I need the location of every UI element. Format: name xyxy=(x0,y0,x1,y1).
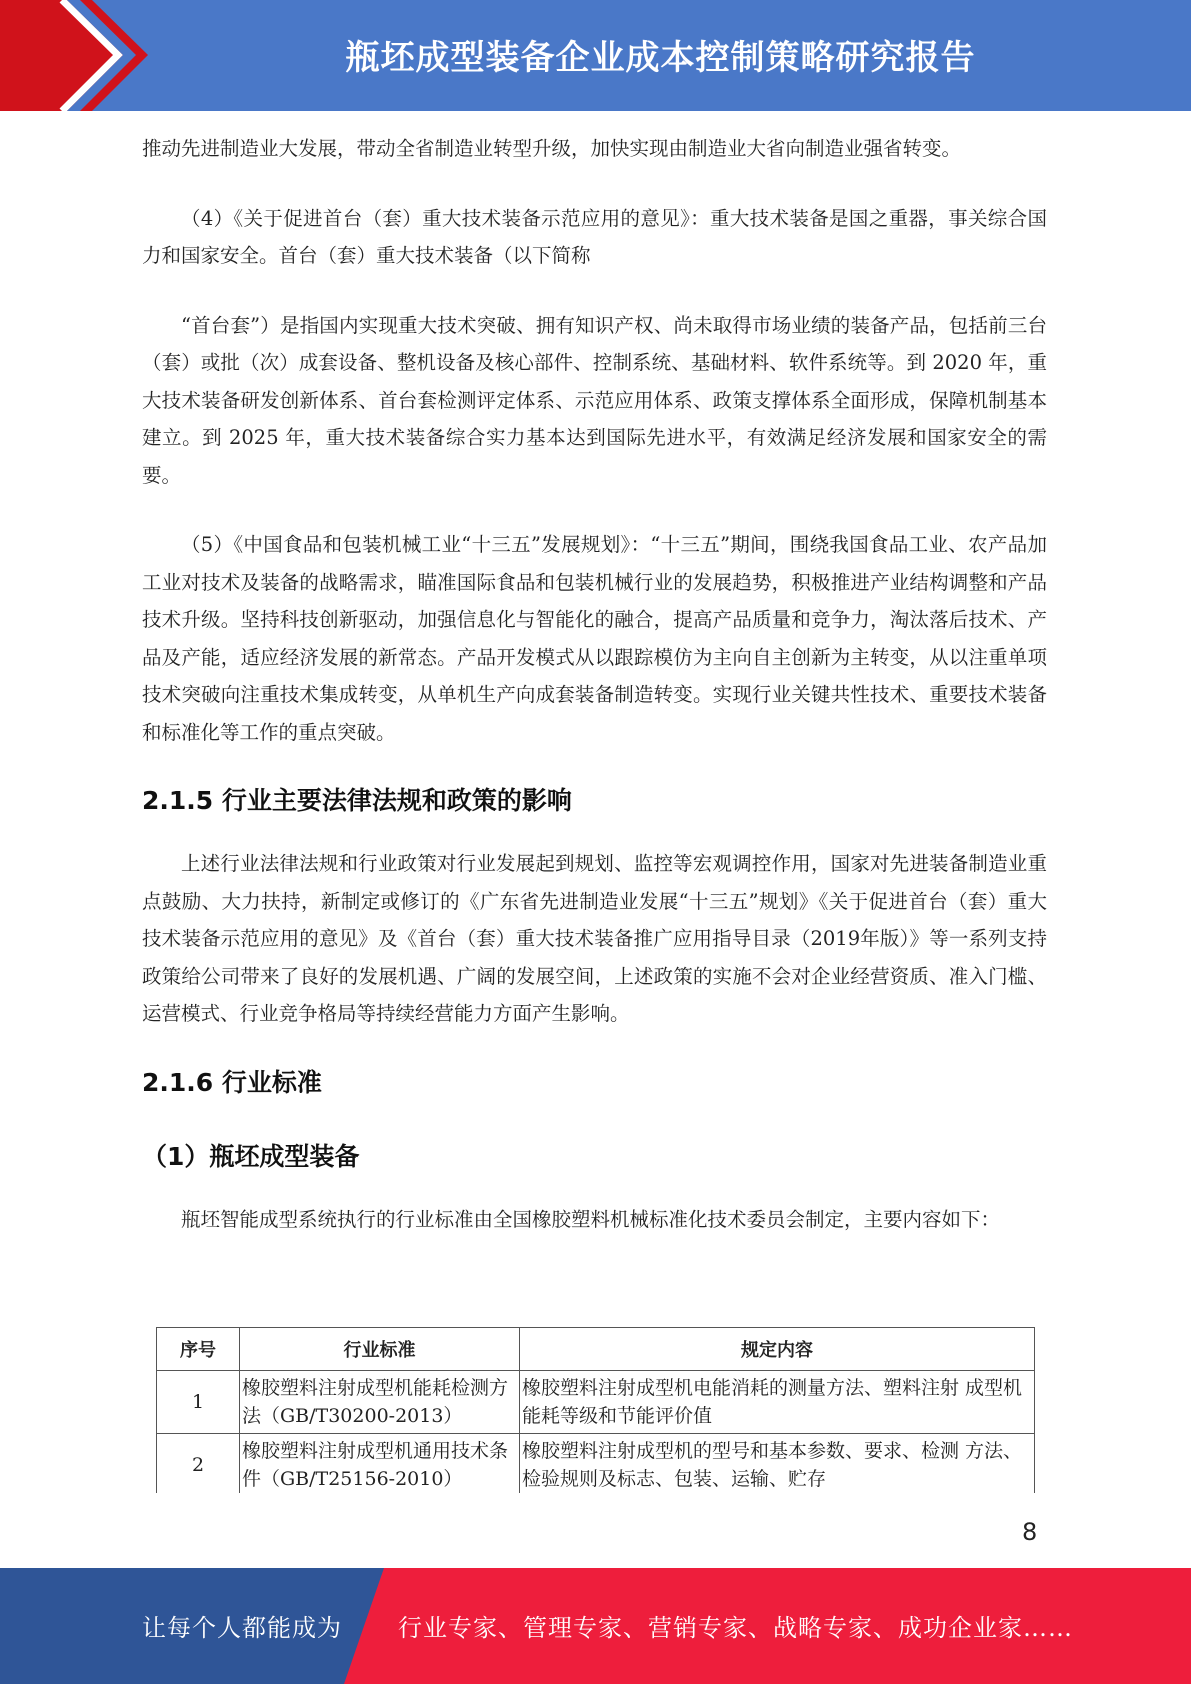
subsection-heading-preform-equipment: （1）瓶坯成型装备 xyxy=(142,1141,360,1171)
table-row xyxy=(157,1434,1035,1497)
footer-slogan-right: 行业专家、管理专家、营销专家、战略专家、成功企业家…… xyxy=(398,1614,1073,1642)
cell-content: 橡胶塑料注射成型机电能消耗的测量方法、塑料注射 成型机能耗等级和节能评价值 xyxy=(520,1371,1035,1434)
paragraph-standards-intro: 瓶坯智能成型系统执行的行业标准由全国橡胶塑料机械标准化技术委员会制定，主要内容如下： xyxy=(181,1207,1001,1231)
paragraph-policy-impact: 上述行业法律法规和行业政策对行业发展起到规划、监控等宏观调控作用，国家对先进装备制造业重点鼓励、大力扶持，新制定或修订的《广东省先进制造业发展“十三五”规划》《关于促进首台（套）重大技术装备示范应用的意见》及《首台（套）重大技术装备推广应用指导目录（2019年版）》等一系列支持政策给公司带来了良好的发展机遇、广阔的发展空间，上述政策的实施不会对企业经营资质、准入门槛、运营模式、行业竞争格局等持续经营能力方面产生影响。 xyxy=(142,852,1047,1025)
main-content xyxy=(142,132,1047,1238)
paragraph-first-set-definition: “首台套”）是指国内实现重大技术突破、拥有知识产权、尚未取得市场业绩的装备产品，包括前三台（套）或批（次）成套设备、整机设备及核心部件、控制系统、基础材料、软件系统等。到 2020 年，重大技术装备研发创新体系、首台套检测评定体系、示范应用体系、政策支撑体系全面形成，保障机制基本建立。到 2025 年，重大技术装备综合实力基本达到国际先进水平，有效满足经济发展和国家安全的需要。 xyxy=(142,313,1047,487)
footer-banner xyxy=(0,1568,1191,1684)
cell-content: 橡胶塑料注射成型机的型号和基本参数、要求、检测 方法、检验规则及标志、包装、运输、贮存 xyxy=(520,1434,1035,1497)
cell-standard: 橡胶塑料注射成型机通用技术条件（GB/T25156-2010） xyxy=(240,1434,520,1497)
cell-standard: 橡胶塑料注射成型机能耗检测方法（GB/T30200-2013） xyxy=(240,1371,520,1434)
section-heading-2-1-6: 2.1.6 行业标准 xyxy=(142,1067,322,1097)
page-number: 8 xyxy=(1022,1518,1038,1546)
industry-standards-table xyxy=(156,1327,1035,1497)
table-page-break-mask xyxy=(150,1493,1045,1507)
column-header-content: 规定内容 xyxy=(520,1328,1035,1371)
column-header-no: 序号 xyxy=(157,1328,240,1371)
cell-no: 1 xyxy=(157,1371,240,1434)
table-row xyxy=(157,1371,1035,1434)
column-header-standard: 行业标准 xyxy=(240,1328,520,1371)
paragraph-policy-5: （5）《中国食品和包装机械工业“十三五”发展规划》：“十三五”期间，围绕我国食品工业、农产品加工业对技术及装备的战略需求，瞄准国际食品和包装机械行业的发展趋势，积极推进产业结构调整和产品技术升级。坚持科技创新驱动，加强信息化与智能化的融合，提高产品质量和竞争力，淘汰落后技术、产品及产能，适应经济发展的新常态。产品开发模式从以跟踪模仿为主向自主创新为主转变，从以注重单项技术突破向注重技术集成转变，从单机生产向成套装备制造转变。实现行业关键共性技术、重要技术装备和标准化等工作的重点突破。 xyxy=(142,533,1047,744)
paragraph-policy-4: （4）《关于促进首台（套）重大技术装备示范应用的意见》：重大技术装备是国之重器，事关综合国力和国家安全。首台（套）重大技术装备（以下简称 xyxy=(142,206,1047,267)
footer-slogan-left: 让每个人都能成为 xyxy=(142,1614,342,1642)
report-title: 瓶坯成型装备企业成本控制策略研究报告 xyxy=(345,38,976,78)
paragraph-intro: 推动先进制造业大发展，带动全省制造业转型升级，加快实现由制造业大省向制造业强省转变。 xyxy=(142,137,962,160)
cell-no: 2 xyxy=(157,1434,240,1497)
table-header-row xyxy=(157,1328,1035,1371)
section-heading-2-1-5: 2.1.5 行业主要法律法规和政策的影响 xyxy=(142,786,572,815)
